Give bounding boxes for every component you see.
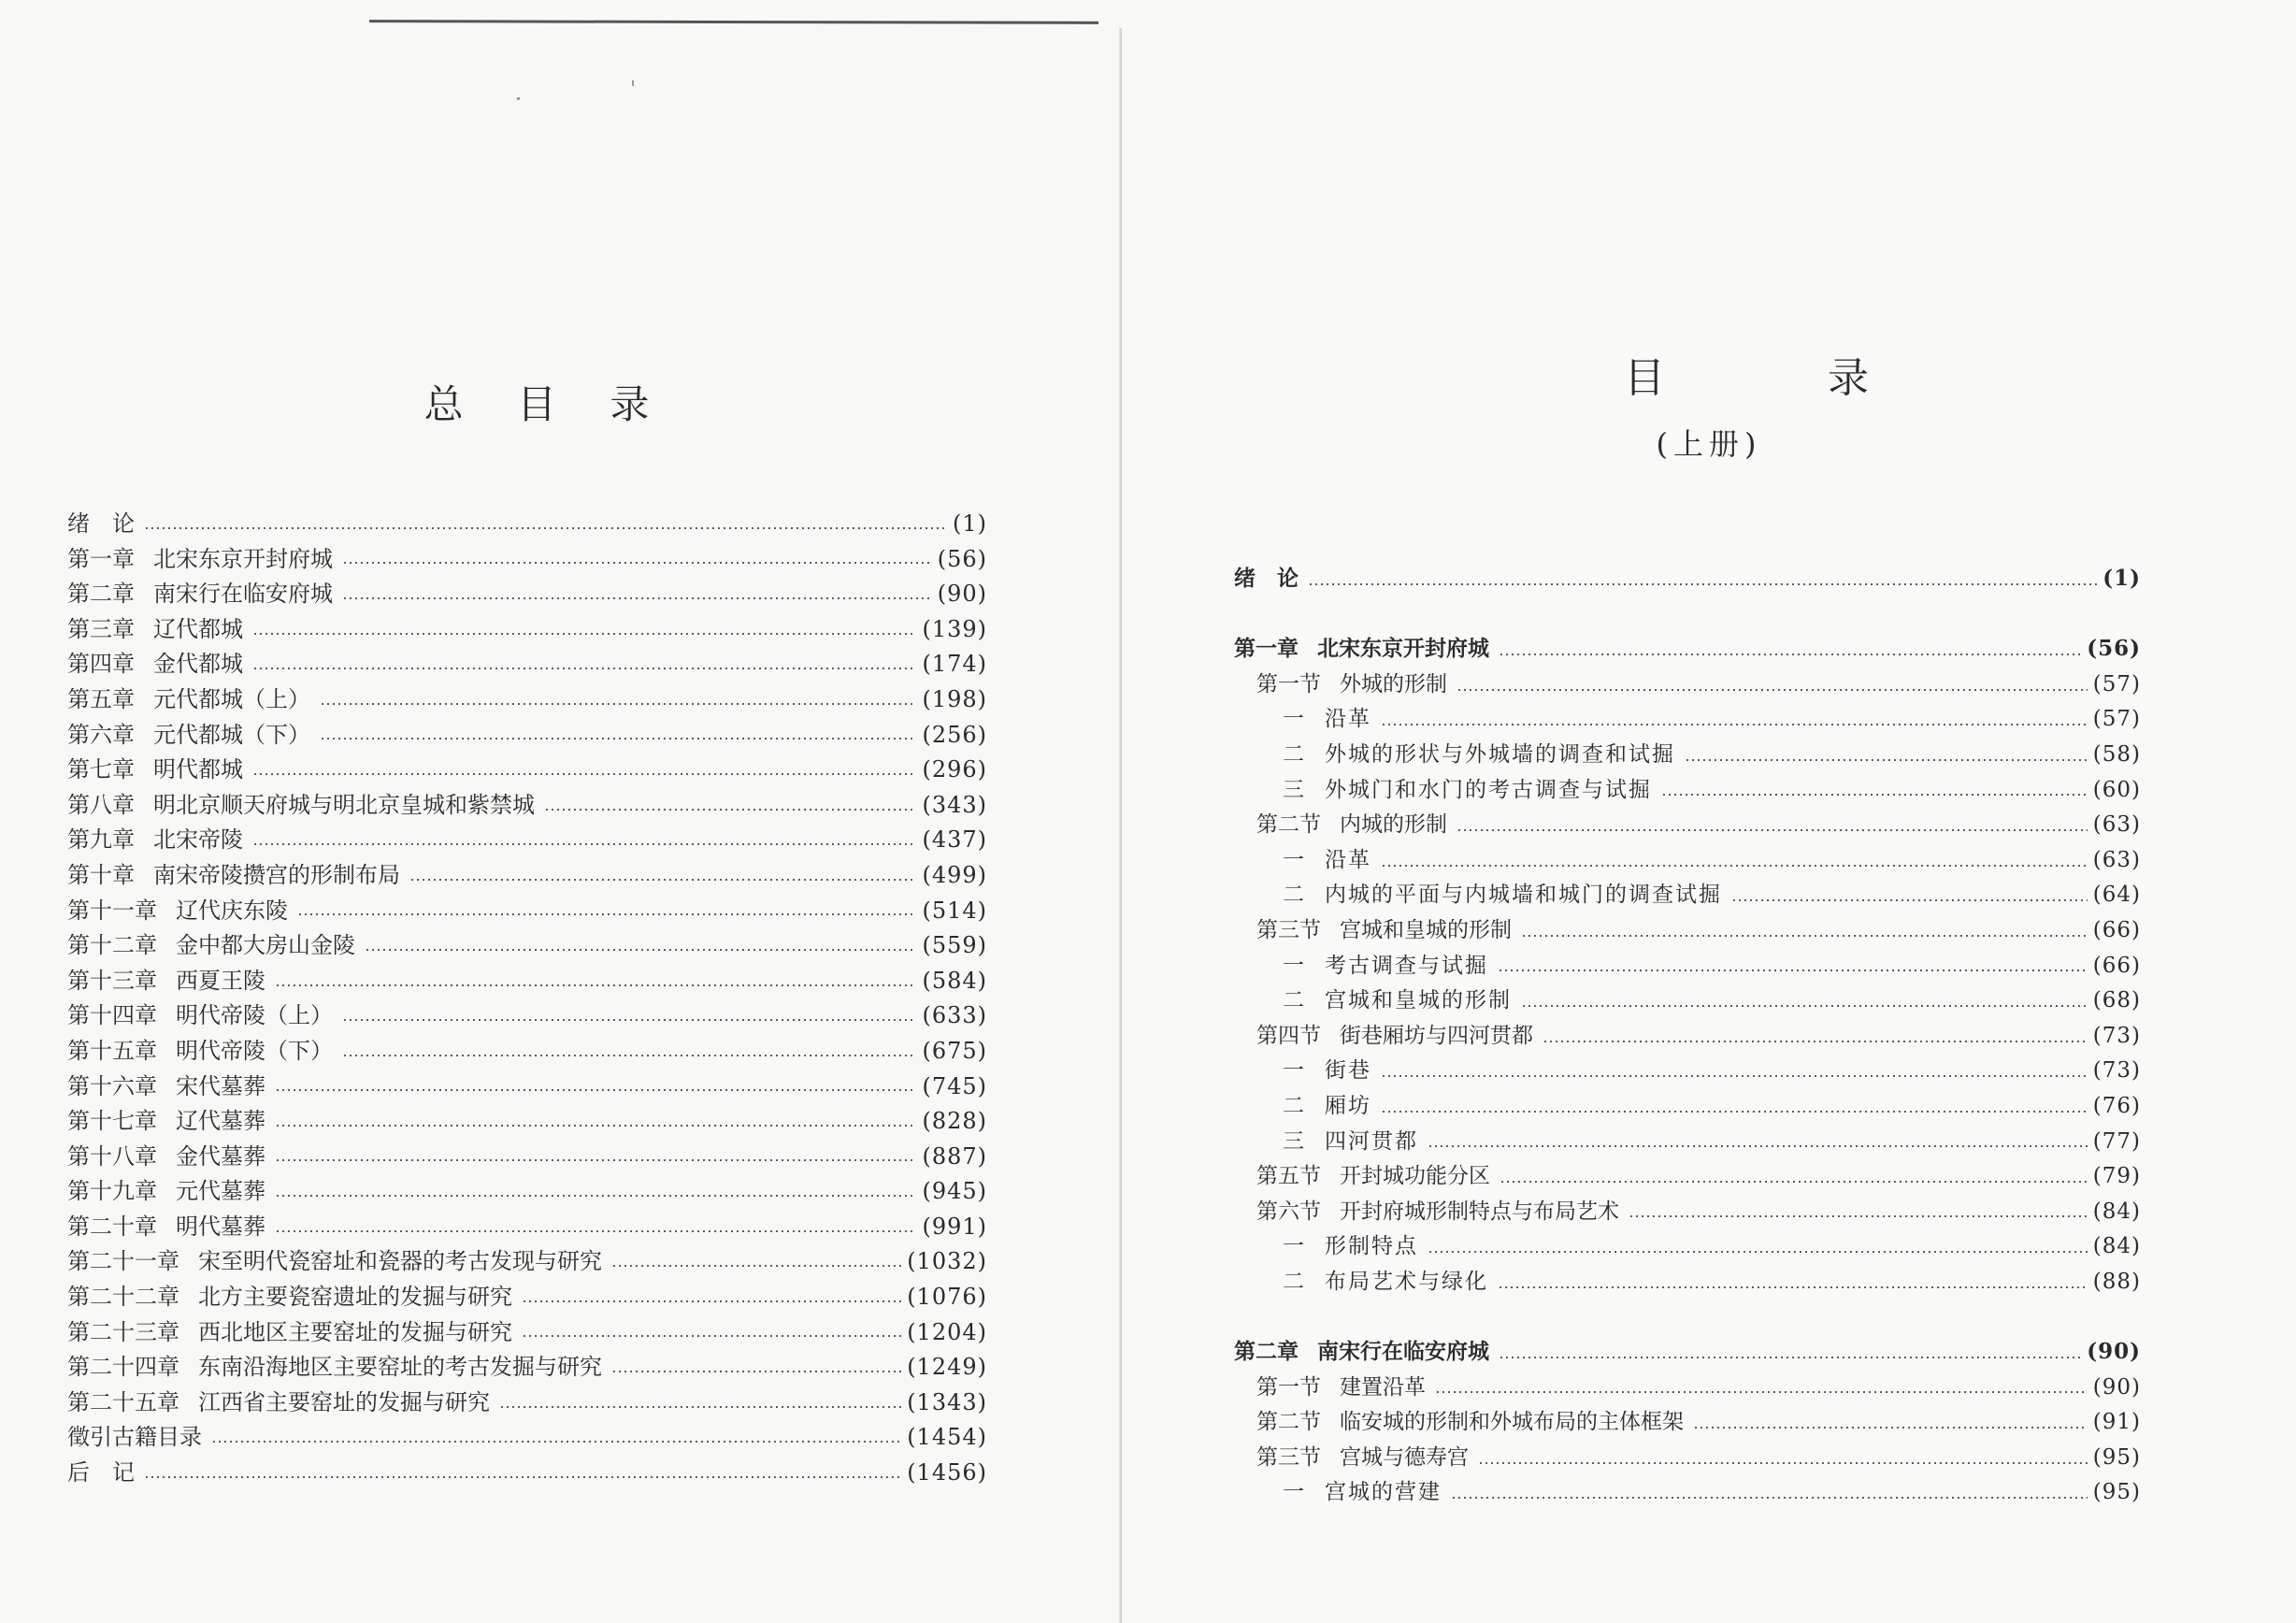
- toc-entry-label: 二: [1283, 1093, 1306, 1118]
- toc-entry[interactable]: [1234, 877, 2141, 912]
- dot-leader: [1521, 935, 2088, 937]
- toc-entry-label: 第十六章: [67, 1072, 157, 1099]
- toc-list: [1234, 561, 2141, 1510]
- toc-entry-page: (343): [922, 791, 987, 818]
- dot-leader: [409, 879, 916, 881]
- toc-entry-page: (58): [2092, 741, 2141, 767]
- toc-entry-title: 南宋帝陵攒宫的形制布局: [153, 861, 400, 888]
- toc-entry[interactable]: [1234, 772, 2141, 808]
- toc-entry-label: 第六节: [1256, 1199, 1321, 1224]
- toc-entry-label: 一: [1283, 1234, 1306, 1259]
- toc-entry-page: (1454): [907, 1424, 987, 1451]
- toc-entry-label: 第四节: [1256, 1023, 1321, 1048]
- dot-leader: [275, 984, 916, 986]
- toc-entry-title: 北宋东京开封府城: [1317, 636, 1489, 662]
- toc-entry-title: 外城的形制: [1340, 671, 1447, 697]
- scan-speck: [632, 80, 634, 86]
- toc-entry-label: 第五节: [1256, 1164, 1321, 1189]
- toc-entry-title: 明代帝陵（上）: [176, 1002, 333, 1029]
- toc-entry-label: 第二节: [1256, 1410, 1321, 1435]
- toc-entry-label: 第二章: [1234, 1339, 1299, 1365]
- toc-entry[interactable]: [1234, 1334, 2141, 1370]
- toc-entry-title: 四河贯都: [1325, 1128, 1418, 1154]
- toc-entry-label: 二: [1283, 1269, 1306, 1294]
- toc-entry[interactable]: [67, 1384, 987, 1419]
- toc-entry[interactable]: [67, 962, 987, 998]
- toc-entry[interactable]: [1234, 1124, 2141, 1159]
- toc-entry-label: 第一章: [1234, 636, 1299, 662]
- toc-entry[interactable]: [1234, 1158, 2141, 1194]
- toc-entry[interactable]: [67, 751, 987, 786]
- toc-entry-label: 三: [1283, 1128, 1306, 1154]
- toc-entry[interactable]: [67, 681, 987, 716]
- top-rule: [369, 20, 1098, 24]
- toc-entry-title: 内城的平面与内城墙和城门的调查试掘: [1325, 883, 1722, 908]
- toc-entry-page: (296): [922, 756, 987, 783]
- toc-entry-page: (95): [2092, 1444, 2141, 1470]
- toc-entry-title: 外城门和水门的考古调查与试掘: [1325, 777, 1652, 802]
- toc-entry-label: 一: [1283, 707, 1306, 732]
- dot-leader: [1693, 1427, 2088, 1429]
- toc-entry-page: (437): [922, 826, 987, 854]
- dot-leader: [1685, 759, 2088, 761]
- dot-leader: [275, 1089, 916, 1091]
- toc-entry-title: 元代都城（上）: [153, 685, 310, 712]
- toc-entry-label: 一: [1283, 953, 1306, 978]
- toc-entry-page: (1076): [907, 1284, 987, 1311]
- toc-entry-title: 元代都城（下）: [153, 721, 310, 748]
- dot-leader: [320, 703, 916, 705]
- dot-leader: [1499, 654, 2081, 655]
- toc-entry-title: 厢坊: [1325, 1093, 1371, 1118]
- toc-entry[interactable]: [67, 1454, 987, 1489]
- toc-entry-title: 宫城和皇城的形制: [1340, 917, 1512, 942]
- toc-entry-label: 二: [1283, 741, 1306, 767]
- toc-entry[interactable]: [67, 1314, 987, 1349]
- page-subtitle: (上册): [1656, 426, 1762, 462]
- toc-entry[interactable]: [67, 926, 987, 962]
- toc-entry-page: (1): [2102, 566, 2141, 591]
- section-spacer: [1234, 1299, 2141, 1334]
- toc-entry-title: 南宋行在临安府城: [1317, 1339, 1489, 1365]
- toc-entry-label: 第二十二章: [67, 1284, 179, 1311]
- toc-entry[interactable]: [67, 786, 987, 822]
- toc-entry-page: (499): [922, 861, 987, 888]
- toc-entry-title: 街巷厢坊与四河贯都: [1340, 1023, 1533, 1048]
- toc-entry[interactable]: [67, 997, 987, 1032]
- toc-entry-title: 宋代墓葬: [176, 1072, 265, 1099]
- toc-entry-page: (68): [2092, 988, 2141, 1013]
- toc-entry-label: 第十五章: [67, 1037, 157, 1064]
- dot-leader: [297, 913, 916, 915]
- toc-entry-label: 一: [1283, 1480, 1306, 1505]
- dot-leader: [342, 562, 932, 564]
- toc-entry-page: (1456): [907, 1459, 987, 1487]
- toc-entry-page: (559): [922, 932, 987, 959]
- toc-entry-label: 第二十三章: [67, 1318, 179, 1345]
- toc-entry-page: (256): [922, 721, 987, 748]
- dot-leader: [1500, 1181, 2088, 1183]
- dot-leader: [522, 1300, 901, 1302]
- toc-entry-page: (1032): [907, 1248, 987, 1275]
- toc-entry-title: 开封城功能分区: [1340, 1164, 1490, 1189]
- dot-leader: [275, 1230, 916, 1232]
- toc-entry[interactable]: [67, 1102, 987, 1138]
- toc-entry[interactable]: [67, 1278, 987, 1314]
- toc-entry-page: (139): [922, 615, 987, 642]
- toc-entry[interactable]: [1234, 1088, 2141, 1124]
- dot-leader: [1521, 1005, 2088, 1007]
- toc-entry-label: 绪 论: [67, 510, 135, 537]
- dot-leader: [1499, 1357, 2081, 1358]
- toc-entry-page: (60): [2092, 777, 2141, 802]
- toc-entry[interactable]: [67, 821, 987, 856]
- dot-leader: [342, 1055, 916, 1056]
- toc-entry-title: 建置沿革: [1340, 1374, 1426, 1400]
- toc-entry[interactable]: [1234, 807, 2141, 842]
- dot-leader: [342, 597, 932, 599]
- toc-entry-label: 第二节: [1256, 812, 1321, 838]
- toc-entry-label: 一: [1283, 847, 1306, 872]
- dot-leader: [1381, 1111, 2088, 1113]
- toc-entry-page: (57): [2092, 671, 2141, 697]
- toc-entry-title: 宫城的营建: [1325, 1480, 1442, 1505]
- toc-entry-label: 第二十一章: [67, 1248, 179, 1275]
- toc-entry-title: 北宋帝陵: [153, 826, 243, 854]
- toc-entry[interactable]: [67, 856, 987, 892]
- toc-entry-page: (91): [2092, 1410, 2141, 1435]
- dot-leader: [1381, 1075, 2088, 1077]
- toc-entry-title: 金代都城: [153, 651, 243, 678]
- toc-entry-page: (945): [922, 1178, 987, 1205]
- toc-entry-title: 北方主要瓷窑遗址的发掘与研究: [198, 1284, 512, 1311]
- toc-entry-label: 第十八章: [67, 1142, 157, 1170]
- toc-entry-page: (514): [922, 897, 987, 924]
- toc-entry[interactable]: [1234, 842, 2141, 878]
- toc-entry-page: (90): [2087, 1339, 2141, 1365]
- toc-entry-label: 三: [1283, 777, 1306, 802]
- toc-entry-label: 后 记: [67, 1459, 135, 1487]
- toc-entry-title: 辽代都城: [153, 615, 243, 642]
- toc-entry-label: 第二十章: [67, 1213, 157, 1240]
- toc-entry-page: (633): [922, 1002, 987, 1029]
- toc-entry[interactable]: [1234, 737, 2141, 772]
- toc-entry-label: 第十一章: [67, 897, 157, 924]
- toc-entry-page: (57): [2092, 707, 2141, 732]
- page-title: 总 目 录: [423, 381, 670, 427]
- toc-entry-page: (828): [922, 1108, 987, 1135]
- toc-entry[interactable]: [1234, 1440, 2141, 1475]
- toc-entry-page: (1249): [907, 1354, 987, 1381]
- toc-entry[interactable]: [1234, 1018, 2141, 1054]
- toc-entry-title: 辽代庆东陵: [176, 897, 288, 924]
- toc-entry[interactable]: [1234, 1370, 2141, 1405]
- toc-entry-label: 二: [1283, 988, 1306, 1013]
- toc-entry[interactable]: [1234, 1474, 2141, 1510]
- toc-entry-page: (84): [2092, 1199, 2141, 1224]
- toc-entry[interactable]: [1234, 983, 2141, 1018]
- toc-entry-page: (84): [2092, 1234, 2141, 1259]
- toc-entry-page: (73): [2092, 1058, 2141, 1084]
- toc-entry-page: (77): [2092, 1128, 2141, 1154]
- toc-entry[interactable]: [1234, 948, 2141, 984]
- toc-entry-title: 金中都大房山金陵: [176, 932, 355, 959]
- toc-entry[interactable]: [67, 540, 987, 576]
- toc-entry[interactable]: [67, 575, 987, 610]
- toc-entry-label: 第三节: [1256, 1444, 1321, 1470]
- toc-entry[interactable]: [1234, 631, 2141, 667]
- dot-leader: [544, 809, 916, 811]
- toc-entry-title: 宫城与德寿宫: [1340, 1444, 1469, 1470]
- toc-entry-label: 徵引古籍目录: [67, 1424, 202, 1451]
- toc-entry-page: (64): [2092, 883, 2141, 908]
- toc-entry-title: 金代墓葬: [176, 1142, 265, 1170]
- toc-entry-label: 第一章: [67, 545, 135, 572]
- toc-entry[interactable]: [1234, 1264, 2141, 1300]
- dot-leader: [1629, 1215, 2088, 1217]
- toc-entry-label: 第八章: [67, 791, 135, 818]
- toc-entry-page: (88): [2092, 1269, 2141, 1294]
- toc-entry-label: 第二十四章: [67, 1354, 179, 1381]
- toc-entry-page: (66): [2092, 953, 2141, 978]
- toc-entry-label: 第二章: [67, 581, 135, 608]
- toc-entry-title: 明代都城: [153, 756, 243, 783]
- toc-entry-page: (90): [2092, 1374, 2141, 1400]
- dot-leader: [252, 843, 916, 845]
- toc-entry-page: (1343): [907, 1388, 987, 1415]
- dot-leader: [1457, 689, 2088, 691]
- dot-leader: [1498, 969, 2088, 971]
- toc-entry-label: 第十九章: [67, 1178, 157, 1205]
- dot-leader: [1543, 1041, 2088, 1042]
- dot-leader: [144, 1476, 901, 1478]
- toc-entry[interactable]: [1234, 561, 2141, 596]
- toc-entry[interactable]: [1234, 1053, 2141, 1088]
- dot-leader: [1381, 724, 2088, 725]
- toc-entry[interactable]: [67, 1138, 987, 1173]
- toc-entry-page: (90): [937, 581, 987, 608]
- toc-entry[interactable]: [67, 892, 987, 927]
- toc-entry-label: 第五章: [67, 685, 135, 712]
- dot-leader: [275, 1125, 916, 1127]
- toc-entry-page: (675): [922, 1037, 987, 1064]
- toc-entry[interactable]: [67, 645, 987, 681]
- toc-entry[interactable]: [1234, 1194, 2141, 1229]
- dot-leader: [1451, 1497, 2088, 1499]
- toc-entry[interactable]: [1234, 912, 2141, 948]
- dot-leader: [144, 527, 947, 529]
- toc-entry[interactable]: [1234, 1404, 2141, 1440]
- toc-entry-title: 辽代墓葬: [176, 1108, 265, 1135]
- toc-entry[interactable]: [67, 1172, 987, 1208]
- dot-leader: [1428, 1251, 2088, 1253]
- dot-leader: [275, 1159, 916, 1161]
- toc-entry-page: (63): [2092, 812, 2141, 838]
- toc-entry-title: 宫城和皇城的形制: [1325, 988, 1512, 1013]
- toc-entry-page: (1): [953, 510, 987, 537]
- scan-speck: [517, 97, 520, 100]
- dot-leader: [252, 773, 916, 775]
- toc-entry[interactable]: [67, 1068, 987, 1103]
- toc-entry-label: 第十七章: [67, 1108, 157, 1135]
- dot-leader: [252, 633, 916, 635]
- toc-entry-page: (95): [2092, 1480, 2141, 1505]
- dot-leader: [1381, 865, 2088, 867]
- toc-entry[interactable]: [67, 1032, 987, 1068]
- toc-entry[interactable]: [67, 1208, 987, 1243]
- toc-entry-label: 第三章: [67, 615, 135, 642]
- toc-entry-page: (66): [2092, 917, 2141, 942]
- toc-entry[interactable]: [1234, 701, 2141, 737]
- left-page: [0, 0, 1122, 1623]
- toc-entry-page: (198): [922, 685, 987, 712]
- toc-entry-label: 第四章: [67, 651, 135, 678]
- dot-leader: [611, 1371, 901, 1372]
- toc-entry-title: 南宋行在临安府城: [153, 581, 333, 608]
- toc-entry-title: 外城的形状与外城墙的调查和试掘: [1325, 741, 1675, 767]
- toc-entry-title: 北宋东京开封府城: [153, 545, 333, 572]
- dot-leader: [499, 1406, 901, 1408]
- toc-entry-label: 第三节: [1256, 917, 1321, 942]
- toc-entry-page: (56): [2087, 636, 2141, 662]
- toc-entry-title: 明代墓葬: [176, 1213, 265, 1240]
- dot-leader: [1478, 1462, 2088, 1464]
- dot-leader: [365, 949, 916, 951]
- toc-entry-title: 考古调查与试掘: [1325, 953, 1488, 978]
- toc-entry-title: 开封府城形制特点与布局艺术: [1340, 1199, 1619, 1224]
- dot-leader: [1731, 899, 2088, 901]
- toc-entry-title: 江西省主要窑址的发掘与研究: [198, 1388, 490, 1415]
- dot-leader: [1457, 829, 2088, 831]
- toc-entry[interactable]: [67, 610, 987, 646]
- toc-entry-page: (56): [937, 545, 987, 572]
- toc-entry-title: 临安城的形制和外城布局的主体框架: [1340, 1410, 1684, 1435]
- toc-entry-page: (63): [2092, 847, 2141, 872]
- toc-entry-title: 宋至明代瓷窑址和瓷器的考古发现与研究: [198, 1248, 602, 1275]
- dot-leader: [320, 738, 916, 740]
- toc-entry-title: 布局艺术与绿化: [1325, 1269, 1488, 1294]
- toc-entry-page: (887): [922, 1142, 987, 1170]
- toc-entry-page: (991): [922, 1213, 987, 1240]
- section-spacer: [1234, 596, 2141, 632]
- toc-entry-page: (79): [2092, 1164, 2141, 1189]
- toc-entry-title: 沿革: [1325, 707, 1371, 732]
- toc-entry-label: 第七章: [67, 756, 135, 783]
- toc-entry-page: (584): [922, 967, 987, 994]
- toc-entry-title: 西北地区主要窑址的发掘与研究: [198, 1318, 512, 1345]
- dot-leader: [252, 668, 916, 669]
- toc-entry-page: (76): [2092, 1093, 2141, 1118]
- toc-entry-title: 街巷: [1325, 1058, 1371, 1084]
- toc-entry-label: 第九章: [67, 826, 135, 854]
- toc-entry[interactable]: [67, 716, 987, 752]
- toc-entry-label: 二: [1283, 883, 1306, 908]
- toc-entry[interactable]: [67, 1418, 987, 1454]
- dot-leader: [275, 1195, 916, 1197]
- dot-leader: [1308, 583, 2097, 585]
- toc-entry-label: 一: [1283, 1058, 1306, 1084]
- toc-entry-label: 第一节: [1256, 1374, 1321, 1400]
- toc-entry-title: 明北京顺天府城与明北京皇城和紫禁城: [153, 791, 535, 818]
- toc-entry-page: (174): [922, 651, 987, 678]
- toc-entry-label: 第十二章: [67, 932, 157, 959]
- page-title: 目 录: [1624, 354, 1944, 402]
- toc-entry-label: 绪 论: [1234, 566, 1299, 591]
- toc-entry-label: 第一节: [1256, 671, 1321, 697]
- toc-entry-page: (745): [922, 1072, 987, 1099]
- dot-leader: [342, 1019, 916, 1021]
- toc-entry-title: 内城的形制: [1340, 812, 1447, 838]
- dot-leader: [211, 1441, 901, 1443]
- toc-entry[interactable]: [67, 505, 987, 540]
- toc-entry-title: 元代墓葬: [176, 1178, 265, 1205]
- toc-entry-title: 西夏王陵: [176, 967, 265, 994]
- toc-entry-label: 第二十五章: [67, 1388, 179, 1415]
- dot-leader: [1435, 1391, 2088, 1393]
- toc-entry-page: (1204): [907, 1318, 987, 1345]
- toc-entry-label: 第十三章: [67, 967, 157, 994]
- toc-entry-title: 明代帝陵（下）: [176, 1037, 333, 1064]
- toc-entry-label: 第六章: [67, 721, 135, 748]
- toc-entry[interactable]: [67, 1348, 987, 1384]
- toc-entry-label: 第十四章: [67, 1002, 157, 1029]
- dot-leader: [1498, 1286, 2088, 1288]
- toc-entry-label: 第十章: [67, 861, 135, 888]
- dot-leader: [1428, 1145, 2088, 1147]
- toc-entry-title: 东南沿海地区主要窑址的考古发掘与研究: [198, 1354, 602, 1381]
- dot-leader: [611, 1265, 901, 1267]
- toc-entry-title: 沿革: [1325, 847, 1371, 872]
- toc-entry[interactable]: [1234, 667, 2141, 702]
- toc-entry[interactable]: [1234, 1228, 2141, 1264]
- toc-entry[interactable]: [67, 1242, 987, 1278]
- dot-leader: [1661, 794, 2088, 796]
- toc-entry-title: 形制特点: [1325, 1234, 1418, 1259]
- toc-list: [67, 505, 987, 1489]
- toc-entry-page: (73): [2092, 1023, 2141, 1048]
- dot-leader: [522, 1335, 901, 1337]
